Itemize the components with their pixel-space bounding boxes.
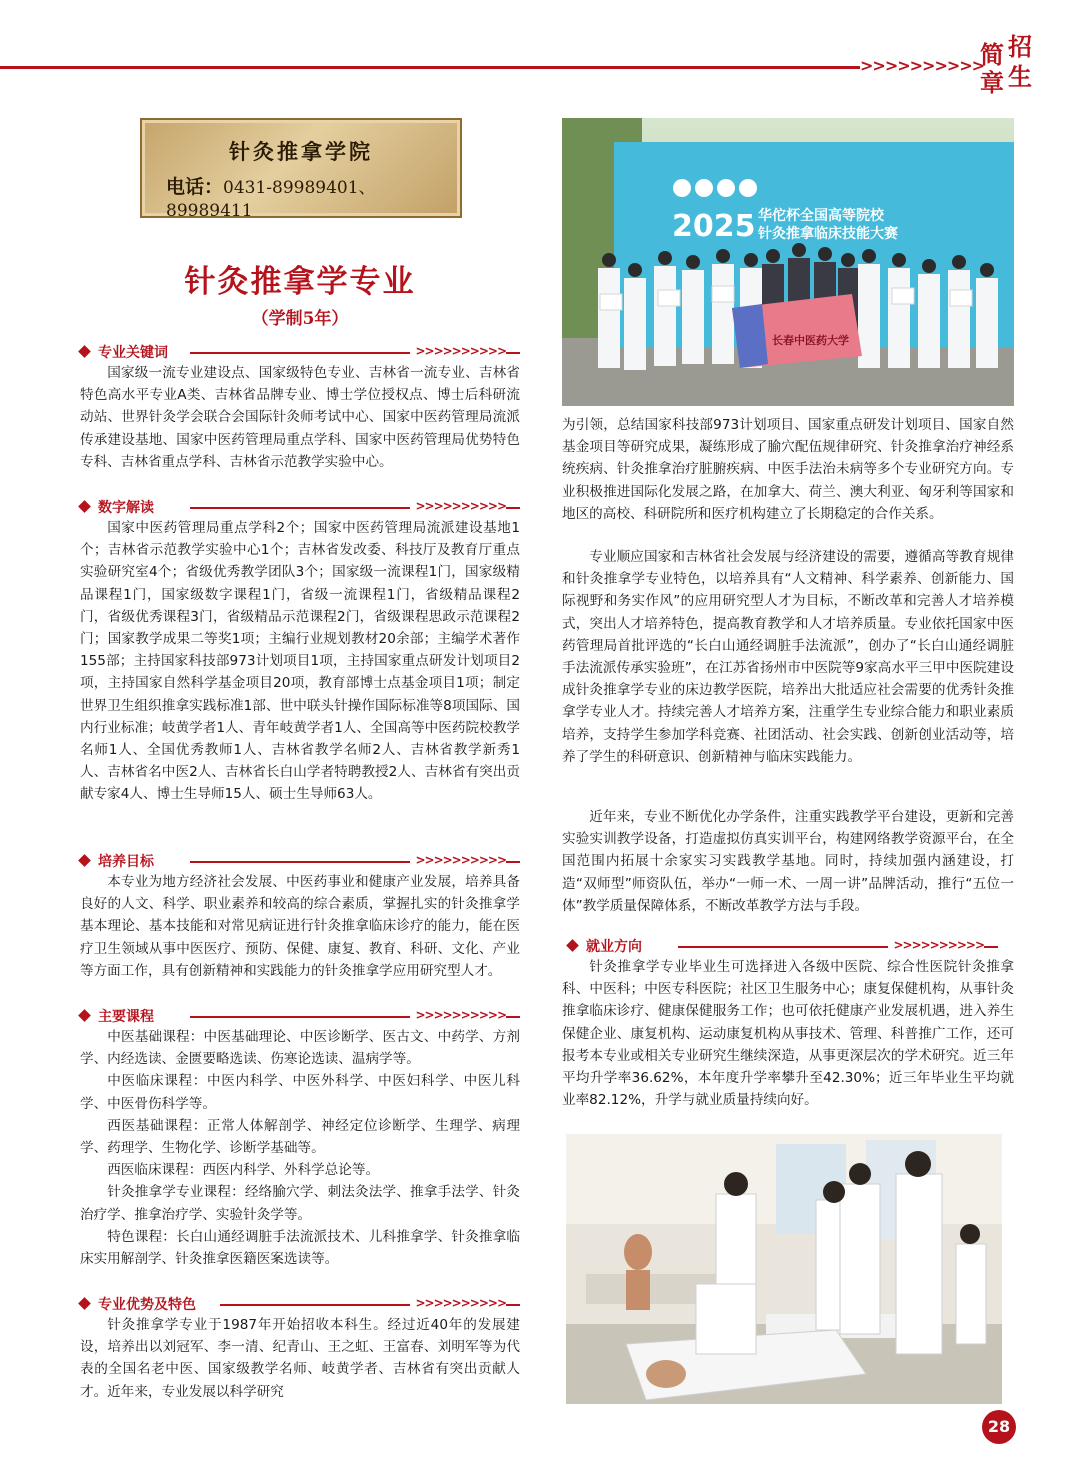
section-title: 专业关键词 (98, 345, 168, 361)
diamond-icon (78, 854, 91, 867)
course-item: 中医基础课程：中医基础理论、中医诊断学、医古文、中药学、方剂学、内经选读、金匮要略选读、伤寒论选读、温病学等。 (80, 1029, 520, 1068)
section-header-courses: 主要课程 >>>>>>>>>> (80, 1008, 520, 1026)
section-title: 培养目标 (98, 854, 154, 870)
diamond-icon (78, 500, 91, 513)
banner-line1: 华佗杯全国高等院校 (758, 208, 884, 224)
goal-text: 本专业为地方经济社会发展、中医药事业和健康产业发展，培养具备良好的人文、科学、职业素养和较高的综合素质，掌握扎实的针灸推拿学基本理论、基本技能和对常见病证进行针灸推拿临床诊疗的能力，能在医疗卫生领域从事中医医疗、预防、保健、康复、教育、科研、文化、产业等方面工作，具有创新精神和实践能力的针灸推拿学应用研究型人才。 (80, 874, 520, 979)
page-subtitle: （学制5年） (251, 309, 349, 329)
strengths-text-continued: 为引领，总结国家科技部973计划项目、国家重点研发计划项目、国家自然基金项目等研究成果，凝练形成了腧穴配伍规律研究、针灸推拿治疗神经系统疾病、针灸推拿治疗脏腑疾病、中医手法治未病等多个专业研究方向。专业积极推进国际化发展之路，在加拿大、荷兰、澳大利亚、匈牙利等国家和地区的高校、科研院所和医疗机构建立了长期稳定的合作关系。 (562, 417, 1014, 522)
header-arrows: >>>>>>>>>> (860, 56, 985, 75)
course-item: 针灸推拿学专业课程：经络腧穴学、刺法灸法学、推拿手法学、针灸治疗学、推拿治疗学、实验针灸学等。 (80, 1184, 520, 1223)
section-header-strengths: 专业优势及特色 >>>>>>>>>> (80, 1296, 520, 1314)
diamond-icon (78, 1009, 91, 1022)
section-title: 专业优势及特色 (98, 1297, 196, 1313)
seal-char: 简 (980, 40, 1004, 69)
seal-char: 招 (1008, 32, 1032, 61)
diamond-icon (78, 1297, 91, 1310)
college-name: 针灸推拿学院 (229, 139, 373, 164)
section-header-keywords: 专业关键词 >>>>>>>>>> (80, 344, 520, 362)
course-item: 中医临床课程：中医内科学、中医外科学、中医妇科学、中医儿科学、中医骨伤科学等。 (80, 1073, 520, 1112)
phone-label: 电话： (166, 176, 224, 198)
strengths-text-practice: 近年来，专业不断优化办学条件，注重实践教学平台建设，更新和完善实验实训教学设备，打造虚拟仿真实训平台，构建网络教学资源平台，在全国范围内拓展十余家实习实践教学基地。同时，持续加强内涵建设，打造“双师型”师资队伍，举办“一师一术、一周一讲”品牌活动，推行“五位一体”教学质量保障体系，不断改革教学方法与手段。 (562, 809, 1014, 914)
phone-line (166, 172, 460, 221)
strengths-text-talent: 专业顺应国家和吉林省社会发展与经济建设的需要，遵循高等教育规律和针灸推拿学专业特色，以培养具有“人文精神、科学素养、创新能力、国际视野和务实作风”的应用研究型人才为目标，不断改革和完善人才培养模式，突出人才培养特色，提高教育教学和人才培养质量。专业依托国家中医药管理局首批评选的“长白山通经调脏手法流派”，创办了“长白山通经调脏手法流派传承实验班”，在江苏省扬州市中医院等9家高水平三甲中医院建设成针灸推拿学专业的床边教学医院，培养出大批适应社会需要的优秀针灸推拿学专业人才。持续完善人才培养方案，注重学生专业综合能力和职业素质培养，支持学生参加学科竞赛、社团活动、社会实践、创新创业活动等，培养了学生的科研意识、创新精神与临床实践能力。 (562, 549, 1014, 765)
competition-group-photo (562, 118, 1014, 406)
section-title: 主要课程 (98, 1009, 154, 1025)
page-title: 针灸推拿学专业 (184, 264, 416, 300)
section-title: 数字解读 (98, 500, 154, 516)
header-rule (0, 66, 860, 69)
courses-list (80, 1026, 520, 1270)
seal-char: 章 (980, 68, 1004, 97)
enrollment-seal-logo (976, 32, 1036, 97)
course-item: 特色课程：长白山通经调脏手法流派技术、儿科推拿学、针灸推拿临床实用解剖学、针灸推拿医籍医案选读等。 (80, 1228, 520, 1268)
seal-char: 生 (1008, 62, 1032, 91)
strengths-text-start: 针灸推拿学专业于1987年开始招收本科生。经过近40年的发展建设，培养出以刘冠军、李一清、纪青山、王之虹、王富春、刘明军等为代表的全国名老中医、国家级教学名师、岐黄学者、吉林省有突出贡献人才。近年来，专业发展以科学研究 (80, 1317, 520, 1400)
banner-line2: 针灸推拿临床技能大赛 (758, 226, 898, 242)
page-number: 28 (982, 1410, 1016, 1444)
clinical-teaching-photo (566, 1134, 1002, 1404)
course-item: 西医临床课程：西医内科学、外科学总论等。 (107, 1162, 380, 1179)
diamond-icon (78, 345, 91, 358)
section-header-figures: 数字解读 >>>>>>>>>> (80, 499, 520, 517)
year-text: 2025 (672, 209, 756, 244)
flag-text: 长春中医药大学 (772, 334, 849, 347)
figures-text: 国家中医药管理局重点学科2个；国家中医药管理局流派建设基地1个；吉林省示范教学实验中心1个；吉林省发改委、科技厅及教育厅重点实验研究室4个；省级优秀教学团队3个；国家级一流课程1门，国家级精品课程1门，国家级数字课程1门，省级一流课程1门，省级精品课程2门，省级优秀课程3门，省级精品示范课程2门，省级课程思政示范课程2门；国家教学成果二等奖1项；主编行业规划教材20余部；主编学术著作155部；主持国家科技部973计划项目1项，主持国家重点研发计划项目2项，主持国家自然科学基金项目20项，教育部博士点基金项目1项；制定世界卫生组织推拿实践标准1部、世中联头针操作国际标准等8项国际、国内行业标准；岐黄学者1人、青年岐黄学者1人、全国高等中医药院校教学名师1人、全国优秀教师1人、吉林省教学名师2人、吉林省教学新秀1人、吉林省名中医2人、吉林省长白山学者特聘教授2人、吉林省有突出贡献专家4人、博士生导师15人、硕士生导师63人。 (80, 520, 520, 803)
section-title: 就业方向 (586, 939, 642, 955)
section-header-goal: 培养目标 >>>>>>>>>> (80, 853, 520, 871)
keywords-text: 国家级一流专业建设点、国家级特色专业、吉林省一流专业、吉林省特色高水平专业A类、吉林省品牌专业、博士学位授权点、博士后科研流动站、世界针灸学会联合会国际针灸师考试中心、国家中医药管理局流派传承建设基地、国家中医药管理局重点学科、国家中医药管理局优势特色专科、吉林省重点学科、吉林省示范教学实验中心。 (80, 365, 520, 470)
diamond-icon (566, 939, 579, 952)
employment-text: 针灸推拿学专业毕业生可选择进入各级中医院、综合性医院针灸推拿科、中医科；中医专科医院；社区卫生服务中心；康复保健机构，从事针灸推拿临床诊疗、健康保健服务工作；也可依托健康产业发展机遇，进入养生保健企业、康复机构、运动康复机构从事技术、管理、科普推广工作，还可报考本专业或相关专业研究生继续深造，从事更深层次的学术研究。近三年平均升学率36.62%，本年度升学率攀升至42.30%；近三年毕业生平均就业率82.12%，升学与就业质量持续向好。 (562, 959, 1014, 1109)
course-item: 西医基础课程：正常人体解剖学、神经定位诊断学、生理学、病理学、药理学、生物化学、诊断学基础等。 (80, 1117, 520, 1157)
phone-numbers: 0431-89989401、89989411 (166, 178, 376, 221)
contact-plaque (140, 118, 462, 221)
section-header-employment: 就业方向 >>>>>>>>>> (568, 938, 998, 956)
